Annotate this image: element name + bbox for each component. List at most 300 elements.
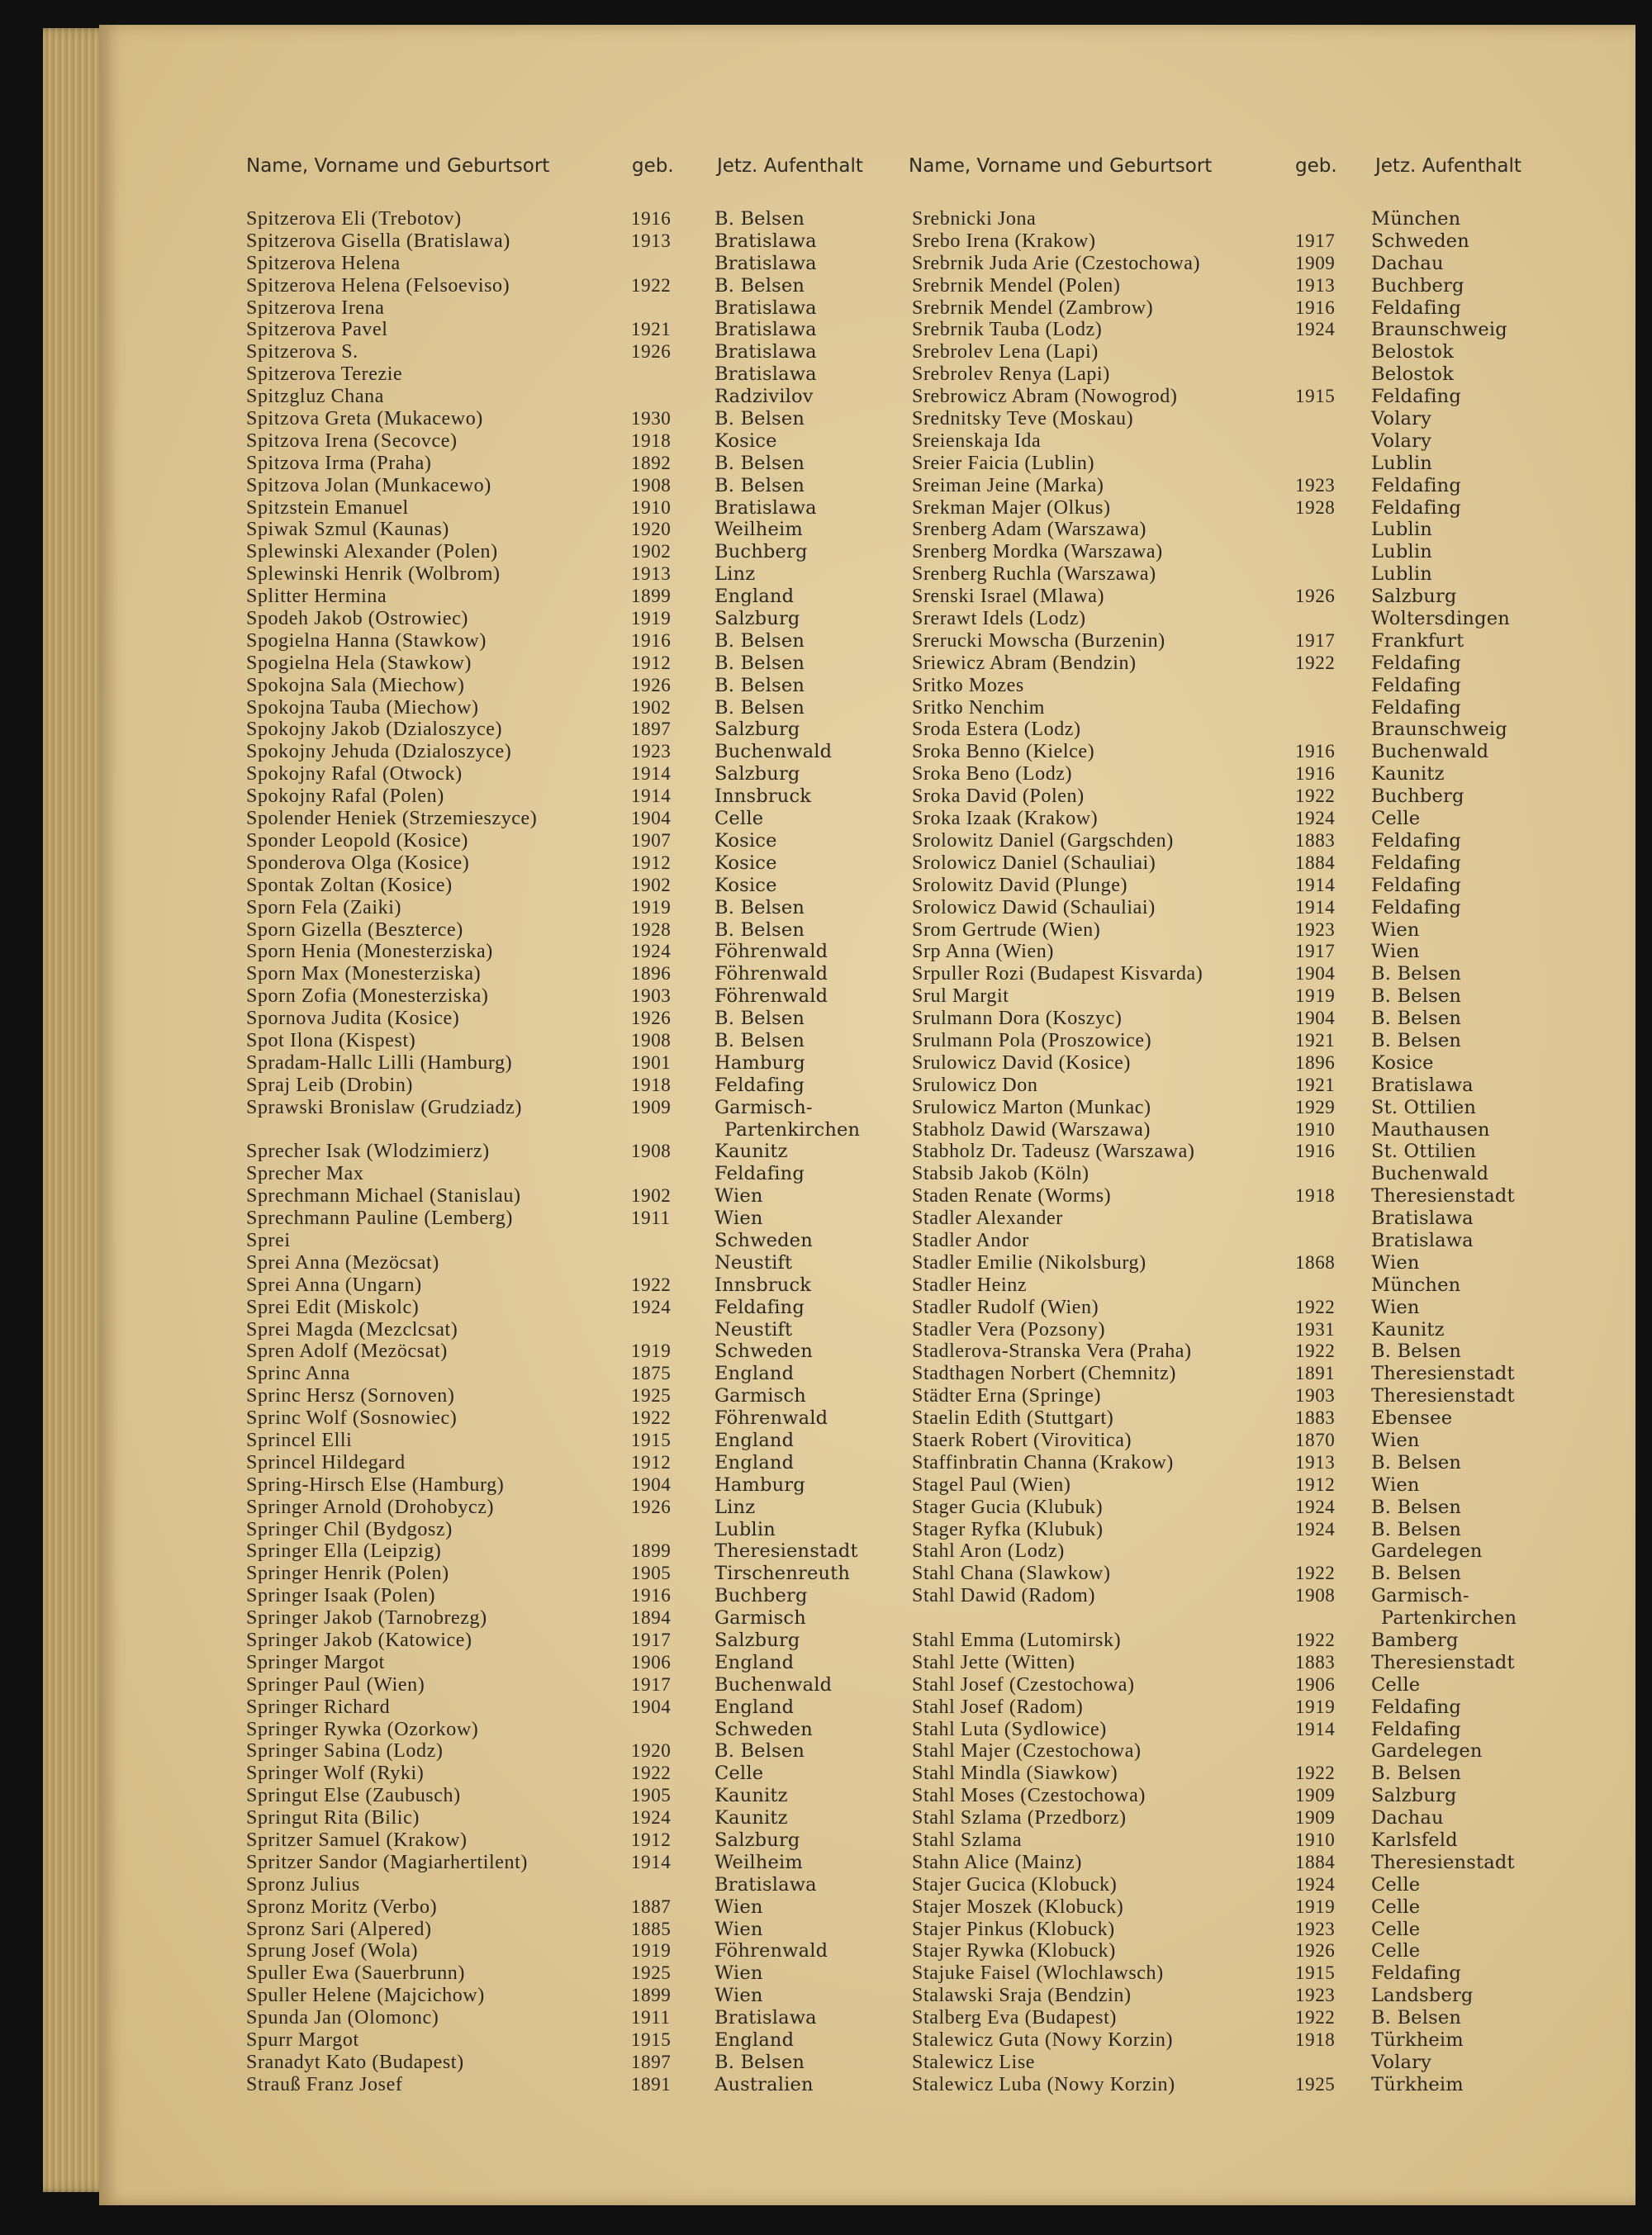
register-entry — [912, 652, 1622, 675]
entry-residence: Kosice — [714, 829, 777, 852]
entry-birth-year: 1868 — [1295, 1251, 1336, 1273]
register-entry — [912, 1829, 1622, 1852]
entry-residence: Feldafing — [1371, 1962, 1461, 1985]
entry-birth-year: 1922 — [631, 1274, 672, 1295]
entry-residence: Partenkirchen — [1381, 1607, 1517, 1630]
entry-birth-year: 1897 — [631, 2051, 672, 2072]
register-entry — [246, 1208, 874, 1230]
register-entry — [246, 1696, 874, 1719]
entry-birth-year: 1922 — [1295, 1341, 1336, 1362]
header-residence-right: Jetz. Aufenthalt — [1375, 155, 1521, 177]
entry-name: Spradam-Hallc Lilli (Hamburg) — [246, 1051, 513, 1074]
entry-name: Springut Else (Zaubusch) — [246, 1785, 461, 1807]
entry-residence: Kaunitz — [1371, 1318, 1445, 1341]
entry-name: Srulmann Pola (Proszowice) — [912, 1029, 1152, 1051]
entry-birth-year: 1899 — [631, 586, 672, 607]
entry-name: Srolowitz Daniel (Gargschden) — [912, 829, 1174, 852]
entry-residence: Celle — [1371, 808, 1421, 830]
entry-residence: Theresienstadt — [1371, 1385, 1515, 1407]
entry-birth-year: 1875 — [631, 1363, 672, 1384]
entry-name: Srp Anna (Wien) — [912, 941, 1054, 963]
entry-name: Sreier Faicia (Lublin) — [912, 452, 1095, 474]
register-entry — [246, 586, 874, 608]
entry-birth-year: 1926 — [631, 674, 672, 695]
entry-residence: Lublin — [714, 1518, 776, 1540]
entry-name: Splewinski Alexander (Polen) — [246, 541, 498, 563]
entry-name: Sritko Mozes — [912, 674, 1024, 696]
entry-name: Stabholz Dawid (Warszawa) — [912, 1118, 1151, 1141]
entry-name: Springer Sabina (Lodz) — [246, 1740, 444, 1763]
entry-birth-year: 1910 — [1295, 1829, 1336, 1851]
entry-birth-year: 1913 — [631, 230, 672, 251]
entry-residence: Kosice — [714, 852, 777, 874]
register-entry — [246, 963, 874, 985]
entry-residence: Buchenwald — [1371, 741, 1489, 763]
entry-residence: Celle — [1371, 1873, 1421, 1896]
entry-name: Spitzerova Pavel — [246, 319, 388, 341]
entry-name: Sprechmann Pauline (Lemberg) — [246, 1208, 513, 1230]
register-entry — [246, 1363, 874, 1385]
entry-birth-year: 1899 — [631, 1985, 672, 2006]
entry-birth-year: 1884 — [1295, 1851, 1336, 1872]
register-entry — [912, 608, 1622, 630]
entry-name: Stabsib Jakob (Köln) — [912, 1163, 1089, 1185]
register-entry — [912, 1763, 1622, 1785]
entry-residence: Belostok — [1371, 363, 1454, 386]
entry-residence: Celle — [714, 808, 764, 830]
entry-name: Splewinski Henrik (Wolbrom) — [246, 563, 501, 586]
entry-name: Spokojny Jehuda (Dzialoszyce) — [246, 741, 512, 763]
entry-name: Srebrowicz Abram (Nowogrod) — [912, 386, 1178, 408]
register-entry — [246, 1252, 874, 1274]
entry-residence: Weilheim — [714, 1851, 803, 1873]
entry-residence: Tirschenreuth — [714, 1563, 851, 1585]
entry-residence: Wien — [1371, 1473, 1420, 1496]
register-entry — [912, 208, 1622, 230]
entry-residence: Wien — [714, 1918, 763, 1940]
entry-residence: Bratislawa — [714, 252, 817, 274]
entry-residence: Woltersdingen — [1371, 608, 1510, 630]
entry-name: Srul Margit — [912, 985, 1009, 1008]
entry-residence: Feldafing — [1371, 874, 1461, 896]
entry-name: Spunda Jan (Olomonc) — [246, 2007, 439, 2029]
entry-birth-year: 1896 — [631, 963, 672, 985]
register-entry — [246, 1052, 874, 1075]
entry-name: Stabholz Dr. Tadeusz (Warszawa) — [912, 1141, 1195, 1163]
entry-birth-year: 1922 — [1295, 1763, 1336, 1784]
entry-birth-year: 1896 — [1295, 1051, 1336, 1073]
entry-name: Stahl Josef (Radom) — [912, 1696, 1084, 1718]
entry-name: Spogielna Hela (Stawkow) — [246, 652, 472, 674]
entry-birth-year: 1909 — [1295, 1807, 1336, 1829]
register-entry — [912, 1430, 1622, 1452]
entry-name: Springer Jakob (Tarnobrezg) — [246, 1607, 487, 1630]
register-entry — [246, 985, 874, 1008]
entry-name: Springut Rita (Bilic) — [246, 1807, 420, 1829]
entry-name: Stagel Paul (Wien) — [912, 1473, 1071, 1496]
entry-birth-year: 1922 — [1295, 1296, 1336, 1317]
entry-name: Springer Arnold (Drohobycz) — [246, 1496, 495, 1518]
entry-birth-year: 1916 — [1295, 763, 1336, 785]
entry-birth-year: 1920 — [631, 1740, 672, 1762]
entry-birth-year: 1901 — [631, 1051, 672, 1073]
register-entry — [246, 919, 874, 942]
entry-birth-year: 1924 — [1295, 808, 1336, 829]
entry-birth-year: 1922 — [631, 274, 672, 296]
register-entry — [912, 919, 1622, 942]
entry-birth-year: 1922 — [1295, 652, 1336, 673]
entry-residence: Salzburg — [1371, 1785, 1457, 1807]
register-entry — [912, 741, 1622, 763]
entry-birth-year: 1912 — [631, 1451, 672, 1473]
entry-birth-year: 1910 — [631, 496, 672, 518]
entry-residence: Buchenwald — [714, 1673, 833, 1696]
entry-birth-year: 1921 — [1295, 1029, 1336, 1051]
entry-residence: Lublin — [1371, 563, 1432, 586]
register-entry — [912, 408, 1622, 430]
entry-name: Sranadyt Kato (Budapest) — [246, 2051, 464, 2073]
entry-birth-year: 1923 — [1295, 1918, 1336, 1939]
entry-birth-year: 1922 — [1295, 1630, 1336, 1650]
entry-name: Spornova Judita (Kosice) — [246, 1008, 460, 1030]
entry-birth-year: 1912 — [631, 652, 672, 673]
entry-name: Srenberg Mordka (Warszawa) — [912, 541, 1163, 563]
register-entry — [246, 497, 874, 520]
entry-name: Srenberg Ruchla (Warszawa) — [912, 563, 1156, 586]
entry-name: Sprecher Isak (Wlodzimierz) — [246, 1141, 490, 1163]
entry-residence: Bratislawa — [714, 230, 817, 252]
register-entry — [246, 297, 874, 320]
register-entry — [246, 1540, 874, 1563]
entry-birth-year: 1909 — [1295, 252, 1336, 273]
register-entry — [246, 1785, 874, 1807]
register-entry — [246, 1896, 874, 1919]
entry-residence: Celle — [1371, 1896, 1421, 1918]
register-entry — [912, 1452, 1622, 1474]
register-entry — [912, 1341, 1622, 1363]
entry-name: Stalewicz Guta (Nowy Korzin) — [912, 2029, 1174, 2052]
entry-birth-year: 1908 — [631, 474, 672, 496]
register-entry — [912, 1319, 1622, 1341]
entry-name: Srebrnik Mendel (Zambrow) — [912, 297, 1154, 319]
entry-residence: B. Belsen — [1371, 1763, 1462, 1785]
entry-name: Sprei — [246, 1229, 291, 1251]
entry-residence: Innsbruck — [714, 785, 812, 808]
entry-name: Srolowitz David (Plunge) — [912, 874, 1128, 896]
register-entry — [246, 1297, 874, 1319]
entry-residence: Salzburg — [714, 608, 800, 630]
entry-name: Stalawski Sraja (Bendzin) — [912, 1985, 1132, 2007]
entry-residence: B. Belsen — [714, 896, 805, 918]
register-entry — [246, 719, 874, 741]
entry-birth-year: 1904 — [631, 808, 672, 829]
register-entry — [912, 319, 1622, 341]
entry-birth-year: 1917 — [631, 1673, 672, 1695]
entry-residence: Salzburg — [714, 719, 800, 741]
entry-birth-year: 1922 — [1295, 785, 1336, 807]
entry-birth-year: 1916 — [631, 208, 672, 229]
entry-residence: England — [714, 1429, 795, 1451]
register-entry — [246, 341, 874, 363]
register-entry — [912, 1585, 1622, 1607]
register-entry — [246, 408, 874, 430]
entry-birth-year: 1925 — [1295, 2073, 1336, 2095]
entry-name: Spitzerova Eli (Trebotov) — [246, 208, 462, 230]
entry-residence: B. Belsen — [714, 452, 805, 474]
entry-residence: Föhrenwald — [714, 941, 828, 963]
entry-residence: Buchberg — [714, 541, 808, 563]
entry-name: Spitzerova Helena — [246, 252, 401, 274]
entry-name: Spitzgluz Chana — [246, 386, 384, 408]
entry-residence: Neustift — [714, 1318, 793, 1341]
entry-residence: Schweden — [714, 1718, 813, 1740]
register-entry — [246, 608, 874, 630]
entry-birth-year: 1924 — [1295, 319, 1336, 340]
entry-residence: St. Ottilien — [1371, 1141, 1477, 1163]
entry-name: Sriewicz Abram (Bendzin) — [912, 652, 1137, 674]
entry-birth-year: 1894 — [631, 1607, 672, 1629]
register-entry — [246, 386, 874, 408]
entry-residence: Wien — [714, 1985, 763, 2007]
entry-name: Stahl Szlama — [912, 1829, 1023, 1852]
entry-residence: Linz — [714, 563, 756, 586]
entry-residence: Ebensee — [1371, 1407, 1453, 1430]
entry-birth-year: 1884 — [1295, 852, 1336, 873]
entry-name: Sporn Henia (Monesterziska) — [246, 941, 493, 963]
entry-residence: Buchberg — [1371, 274, 1464, 297]
entry-birth-year: 1919 — [631, 1940, 672, 1962]
entry-residence: B. Belsen — [1371, 1008, 1462, 1030]
register-entry — [246, 1607, 874, 1630]
entry-name: Spring-Hirsch Else (Hamburg) — [246, 1473, 505, 1496]
entry-residence: Weilheim — [714, 519, 803, 541]
entry-birth-year: 1905 — [631, 1563, 672, 1584]
entry-name: Städter Erna (Springe) — [912, 1385, 1102, 1407]
register-entry — [246, 1763, 874, 1785]
entry-residence: Bratislawa — [714, 341, 817, 363]
entry-birth-year: 1883 — [1295, 829, 1336, 851]
entry-name: Strauß Franz Josef — [246, 2073, 403, 2095]
register-entry — [246, 1430, 874, 1452]
register-entry — [246, 363, 874, 386]
register-entry — [246, 2052, 874, 2074]
register-entry — [246, 741, 874, 763]
entry-residence: Wien — [1371, 1296, 1420, 1318]
entry-residence: B. Belsen — [714, 408, 805, 430]
entry-name: Spitzerova Gisella (Bratislawa) — [246, 230, 510, 252]
entry-name: Sprei Edit (Miskolc) — [246, 1296, 420, 1318]
entry-residence: St. Ottilien — [1371, 1096, 1477, 1118]
entry-name: Spritzer Samuel (Krakow) — [246, 1829, 468, 1852]
entry-name: Spitzerova Helena (Felsoeviso) — [246, 274, 510, 297]
entry-name: Srulowicz Don — [912, 1074, 1038, 1096]
entry-name: Srebrnik Mendel (Polen) — [912, 274, 1121, 297]
entry-residence: München — [1371, 208, 1461, 230]
register-entry — [246, 830, 874, 852]
register-entry — [912, 1919, 1622, 1941]
entry-name: Springer Richard — [246, 1696, 391, 1718]
entry-name: Springer Paul (Wien) — [246, 1673, 425, 1696]
entry-name: Stajer Moszek (Klobuck) — [912, 1896, 1124, 1918]
entry-residence: Feldafing — [714, 1296, 805, 1318]
entry-birth-year: 1926 — [631, 1008, 672, 1029]
entry-name: Srerawt Idels (Lodz) — [912, 608, 1086, 630]
entry-residence: Volary — [1371, 408, 1432, 430]
entry-residence: Feldafing — [714, 1074, 805, 1096]
register-entry — [246, 852, 874, 875]
register-entry — [246, 1452, 874, 1474]
entry-birth-year: 1926 — [1295, 1940, 1336, 1962]
entry-residence: B. Belsen — [714, 1029, 805, 1051]
entry-birth-year: 1912 — [631, 1829, 672, 1851]
register-entry — [246, 541, 874, 563]
entry-name: Sprei Magda (Mezclcsat) — [246, 1318, 458, 1341]
register-entry — [912, 230, 1622, 253]
entry-residence: Türkheim — [1371, 2029, 1464, 2052]
entry-residence: Lublin — [1371, 452, 1432, 474]
register-entry — [912, 1030, 1622, 1052]
entry-residence: Gardelegen — [1371, 1540, 1483, 1563]
entry-residence: Partenkirchen — [724, 1118, 861, 1141]
entry-name: Sporn Gizella (Beszterce) — [246, 918, 463, 941]
entry-name: Spurr Margot — [246, 2029, 359, 2052]
entry-birth-year: 1908 — [631, 1141, 672, 1162]
entry-name: Stadler Vera (Pozsony) — [912, 1318, 1106, 1341]
entry-name: Springer Wolf (Ryki) — [246, 1763, 425, 1785]
register-entry — [912, 985, 1622, 1008]
entry-name: Spitzova Irma (Praha) — [246, 452, 432, 474]
entry-residence: Kaunitz — [714, 1785, 788, 1807]
register-entry — [246, 1652, 874, 1674]
register-entry — [912, 1208, 1622, 1230]
register-entry — [912, 1052, 1622, 1075]
entry-birth-year: 1908 — [1295, 1585, 1336, 1606]
register-entry — [912, 1274, 1622, 1297]
register-entry — [246, 1807, 874, 1829]
entry-name: Stajer Gucica (Klobuck) — [912, 1873, 1118, 1896]
entry-birth-year: 1906 — [631, 1651, 672, 1673]
entry-name: Sreienskaja Ida — [912, 429, 1042, 452]
entry-residence: B. Belsen — [1371, 2007, 1462, 2029]
register-entry — [912, 275, 1622, 297]
entry-birth-year: 1904 — [1295, 1008, 1336, 1029]
entry-residence: Wien — [714, 1208, 763, 1230]
entry-residence: Feldafing — [1371, 852, 1461, 874]
register-entry — [246, 1497, 874, 1519]
entry-residence: Buchberg — [714, 1585, 808, 1607]
entry-name: Srolowicz Daniel (Schauliai) — [912, 852, 1156, 874]
entry-birth-year: 1916 — [1295, 297, 1336, 318]
entry-birth-year: 1931 — [1295, 1318, 1336, 1340]
entry-birth-year: 1903 — [1295, 1385, 1336, 1407]
register-entry — [912, 2029, 1622, 2052]
register-entry — [246, 1407, 874, 1430]
register-entry — [912, 386, 1622, 408]
register-entry — [912, 297, 1622, 320]
entry-birth-year: 1923 — [631, 741, 672, 762]
entry-residence: Australien — [714, 2073, 814, 2095]
entry-birth-year: 1921 — [1295, 1074, 1336, 1095]
entry-residence: Wien — [1371, 1251, 1420, 1274]
entry-residence: Dachau — [1371, 252, 1444, 274]
entry-name: Sprinc Hersz (Sornoven) — [246, 1385, 455, 1407]
register-entry — [246, 1141, 874, 1163]
entry-name: Spokojny Jakob (Dzialoszyce) — [246, 719, 503, 741]
entry-name: Stahl Majer (Czestochowa) — [912, 1740, 1142, 1763]
register-entry — [246, 1519, 874, 1541]
entry-residence: Theresienstadt — [1371, 1651, 1515, 1673]
entry-birth-year: 1905 — [631, 1785, 672, 1806]
entry-residence: Lublin — [1371, 519, 1432, 541]
entry-name: Stager Gucia (Klubuk) — [912, 1496, 1104, 1518]
register-entry — [246, 1940, 874, 1962]
register-entry — [912, 1297, 1622, 1319]
entry-name: Sritko Nenchim — [912, 696, 1046, 719]
entry-residence: Schweden — [714, 1341, 813, 1363]
entry-birth-year: 1903 — [631, 985, 672, 1007]
entry-birth-year: 1914 — [631, 785, 672, 807]
register-entry — [246, 2007, 874, 2029]
entry-birth-year: 1921 — [631, 319, 672, 340]
entry-name: Spokojna Tauba (Miechow) — [246, 696, 479, 719]
entry-name: Springer Chil (Bydgosz) — [246, 1518, 453, 1540]
entry-residence: Salzburg — [1371, 586, 1457, 608]
register-entry — [912, 897, 1622, 919]
entry-residence: Frankfurt — [1371, 629, 1464, 652]
entry-birth-year: 1891 — [631, 2073, 672, 2095]
register-entry — [246, 208, 874, 230]
register-entry — [246, 652, 874, 675]
register-entry — [246, 941, 874, 963]
register-entry — [912, 1563, 1622, 1585]
entry-residence: Theresienstadt — [1371, 1851, 1515, 1873]
entry-name: Stajer Pinkus (Klobuck) — [912, 1918, 1115, 1940]
entry-residence: Celle — [714, 1763, 764, 1785]
entry-residence: Feldafing — [1371, 1718, 1461, 1740]
entry-name: Sprawski Bronislaw (Grudziadz) — [246, 1096, 522, 1118]
register-entry — [912, 785, 1622, 808]
entry-name: Sprechmann Michael (Stanislau) — [246, 1185, 521, 1208]
entry-residence: Bratislawa — [714, 319, 817, 341]
entry-birth-year: 1924 — [631, 1807, 672, 1829]
register-entry — [912, 2052, 1622, 2074]
entry-residence: Celle — [1371, 1918, 1421, 1940]
entry-residence: Theresienstadt — [714, 1540, 858, 1563]
register-entry — [912, 341, 1622, 363]
entry-birth-year: 1919 — [631, 896, 672, 918]
entry-name: Spronz Julius — [246, 1873, 360, 1896]
entry-residence: Wien — [714, 1896, 763, 1918]
entry-name: Sponderova Olga (Kosice) — [246, 852, 470, 874]
entry-name: Sporn Fela (Zaiki) — [246, 896, 402, 918]
entry-residence: B. Belsen — [714, 1008, 805, 1030]
entry-name: Srolowicz Dawid (Schauliai) — [912, 896, 1156, 918]
entry-residence: Salzburg — [714, 1829, 800, 1852]
header-residence-left: Jetz. Aufenthalt — [717, 155, 863, 177]
entry-name: Srulmann Dora (Koszyc) — [912, 1008, 1123, 1030]
entry-residence: Braunschweig — [1371, 719, 1507, 741]
register-entry — [912, 1385, 1622, 1407]
entry-birth-year: 1917 — [631, 1630, 672, 1650]
entry-name: Spiwak Szmul (Kaunas) — [246, 519, 449, 541]
entry-birth-year: 1891 — [1295, 1363, 1336, 1384]
entry-name: Spokojny Rafal (Polen) — [246, 785, 444, 808]
register-entry — [246, 275, 874, 297]
entry-birth-year: 1924 — [631, 941, 672, 962]
entry-residence: Theresienstadt — [1371, 1185, 1515, 1208]
register-entry — [912, 1519, 1622, 1541]
entry-birth-year: 1906 — [1295, 1673, 1336, 1695]
